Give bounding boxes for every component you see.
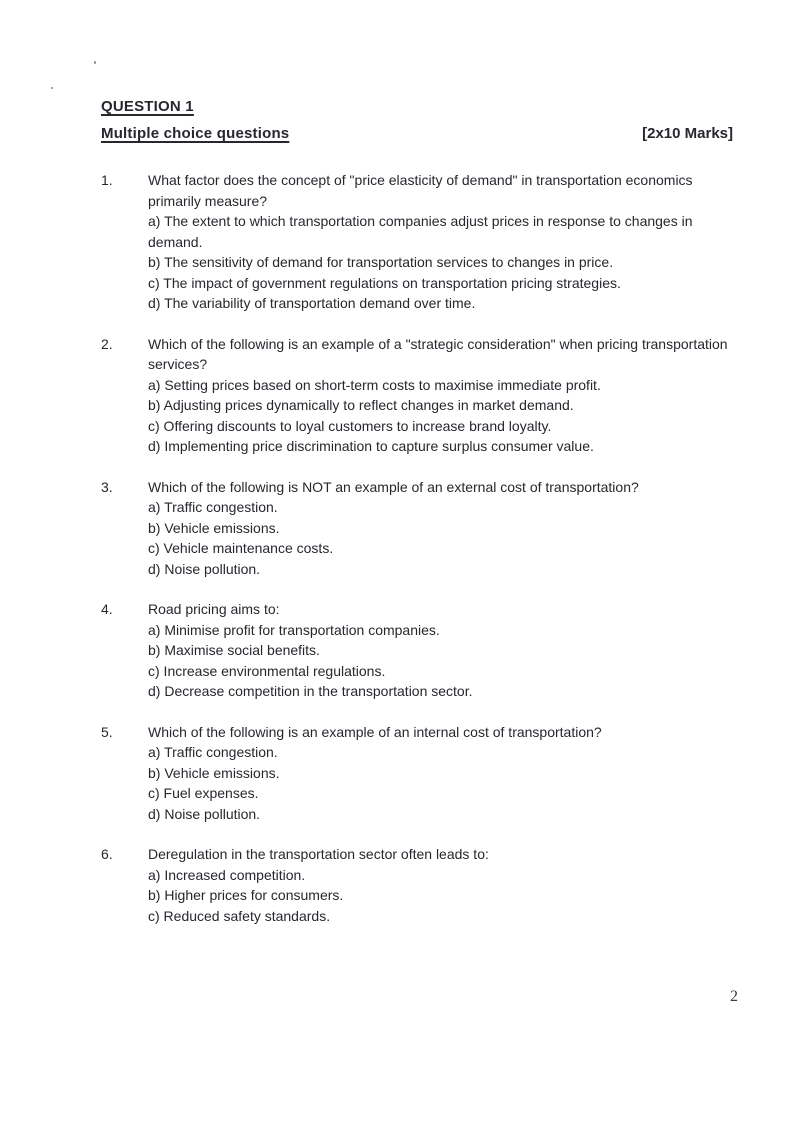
- page-content: [101, 98, 733, 946]
- question-body: [148, 599, 733, 702]
- option-line: b) Vehicle emissions.: [148, 519, 280, 536]
- option-line: d) Decrease competition in the transportation sector.: [148, 683, 473, 699]
- option-line: a) Traffic congestion.: [148, 744, 278, 760]
- option-line: c) Fuel expenses.: [148, 785, 259, 801]
- question-body: [148, 170, 733, 314]
- option-line: d) Implementing price discrimination to capture surplus consumer value.: [148, 438, 594, 454]
- option-line: c) Offering discounts to loyal customers to increase brand loyalty.: [148, 417, 552, 434]
- question-body: [148, 477, 733, 580]
- question-text: Road pricing aims to:: [148, 601, 280, 617]
- option-line: a) Minimise profit for transportation companies.: [148, 621, 440, 638]
- question-number: 1.: [101, 172, 113, 188]
- question-text: What factor does the concept of "price elasticity of demand" in transportation economics primarily measure?: [148, 172, 693, 209]
- option-line: b) Maximise social benefits.: [148, 642, 320, 658]
- option-line: b) The sensitivity of demand for transportation services to changes in price.: [148, 254, 614, 270]
- scan-speck: [94, 61, 96, 64]
- question-text: Deregulation in the transportation sector often leads to:: [148, 846, 489, 862]
- question-text: Which of the following is an example of an internal cost of transportation?: [148, 723, 602, 740]
- marks-label: [2x10 Marks]: [642, 125, 733, 142]
- question-item: [101, 334, 733, 457]
- option-line: a) Increased competition.: [148, 866, 306, 883]
- question-text: Which of the following is NOT an example of an external cost of transportation?: [148, 478, 639, 495]
- option-line: c) The impact of government regulations on transportation pricing strategies.: [148, 274, 621, 291]
- question-section-heading: QUESTION 1: [101, 98, 194, 115]
- option-line: a) Setting prices based on short-term costs to maximise immediate profit.: [148, 376, 601, 393]
- question-number: 6.: [101, 846, 113, 862]
- question-text: Which of the following is an example of a "strategic consideration" when pricing transportation services?: [148, 335, 728, 372]
- question-number: 4.: [101, 601, 113, 617]
- option-line: a) The extent to which transportation companies adjust prices in response to changes in demand.: [148, 213, 693, 250]
- option-line: c) Reduced safety standards.: [148, 907, 331, 924]
- question-item: [101, 599, 733, 702]
- option-line: d) The variability of transportation demand over time.: [148, 295, 476, 311]
- question-body: [148, 844, 733, 926]
- scan-speck: [51, 87, 53, 89]
- question-item: [101, 722, 733, 825]
- option-line: d) Noise pollution.: [148, 805, 261, 822]
- question-item: [101, 844, 733, 926]
- question-body: [148, 334, 733, 457]
- option-line: b) Vehicle emissions.: [148, 764, 280, 781]
- question-number: 3.: [101, 478, 113, 495]
- question-number: 2.: [101, 335, 113, 352]
- option-line: c) Vehicle maintenance costs.: [148, 540, 334, 556]
- question-item: [101, 477, 733, 580]
- section-title: Multiple choice questions: [101, 125, 290, 142]
- option-line: a) Traffic congestion.: [148, 499, 278, 515]
- questions-list: [101, 170, 733, 926]
- option-line: c) Increase environmental regulations.: [148, 662, 386, 679]
- question-body: [148, 722, 733, 825]
- page-number: 2: [730, 988, 738, 1005]
- question-number: 5.: [101, 723, 113, 740]
- option-line: b) Adjusting prices dynamically to reflect changes in market demand.: [148, 397, 574, 413]
- section-header-row: [101, 125, 733, 142]
- question-item: [101, 170, 733, 314]
- option-line: d) Noise pollution.: [148, 560, 261, 577]
- option-line: b) Higher prices for consumers.: [148, 887, 344, 903]
